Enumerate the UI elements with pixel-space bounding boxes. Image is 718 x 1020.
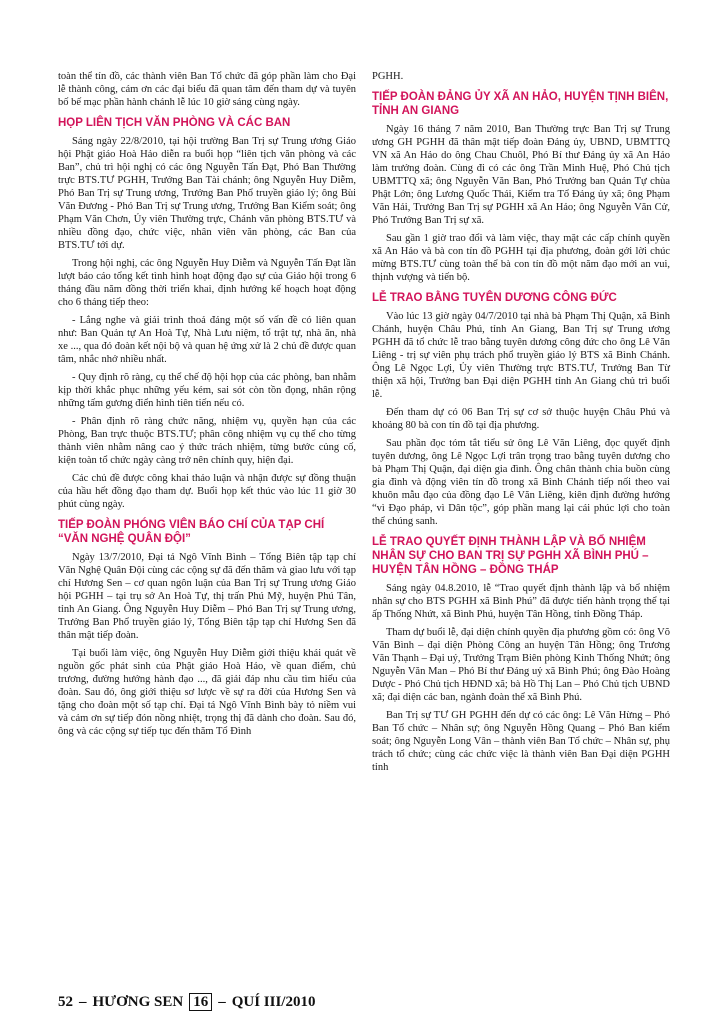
paragraph: - Phân định rõ ràng chức năng, nhiệm vụ, quyền hạn của các Phòng, Ban trực thuộc BTS.TƯ; phân công nhiệm vụ cụ thể cho từng thành viên nhằm nâng cao ý thức trách nhiệm, từng bước củng cố, kiện toàn tổ chức ngày càng trở nên chính quy, hiện đại.	[58, 416, 356, 466]
paragraph: Ban Trị sự TƯ GH PGHH đến dự có các ông: Lê Văn Hừng – Phó Ban Tổ chức – Nhân sự; ông Nguyễn Hồng Quang – Phó Ban kiểm soát; ông Nguyễn Long Vân – thành viên Ban Tổ chức – Nhân sự, phụ trách tổ chức; cùng các chức việc là thành viên Ban Đại diện PGHH tỉnh	[372, 710, 670, 773]
paragraph: Sau phần đọc tóm tắt tiểu sử ông Lê Văn Liêng, đọc quyết định tuyên dương, ông Lê Ngọc Lợi trân trọng trao bằng tuyên dương cho bà Phạm Thị Quận, đại diện gia đình. Ông chân thành chia buồn cùng gia đình và động viên tín đồ trong xã Bình Chánh tiếp nối theo vai khuôn mẫu đạo của đồng đạo Lê Văn Liêng, kiên định đường hướng “vì Đạo pháp, vì Dân tộc”, góp phần mang lại cái phúc lợi cho toàn thể chúng sanh.	[372, 438, 670, 527]
section-heading: LỄ TRAO QUYẾT ĐỊNH THÀNH LẬP VÀ BỔ NHIỆM NHÂN SỰ CHO BAN TRỊ SỰ PGHH XÃ BÌNH PHÚ – HUYỆN TÂN HỒNG – ĐỒNG THÁP	[372, 536, 649, 576]
footer-dash: –	[79, 993, 87, 1010]
paragraph: Sau gần 1 giờ trao đổi và làm việc, thay mặt các cấp chính quyền xã An Hảo và bà con tín đồ PGHH tại địa phương, đoàn gởi lời chúc mừng BTS.TƯ cùng toàn thể bà con tín đồ một năm đạo mới an vui, thịnh vượng và tiến bộ.	[372, 233, 670, 283]
paragraph: Sáng ngày 04.8.2010, lễ “Trao quyết định thành lập và bổ nhiệm nhân sự cho BTS PGHH xã Bình Phú” đã được tiến hành trọng thể tại ấp Thống Nhứt, xã Bình Phú, huyện Tân Hồng, tỉnh Đồng Tháp.	[372, 583, 670, 620]
section-heading: TIẾP ĐOÀN ĐẢNG ỦY XÃ AN HẢO, HUYỆN TỊNH BIÊN, TỈNH AN GIANG	[372, 91, 669, 117]
paragraph: toàn thể tín đồ, các thành viên Ban Tổ chức đã góp phần làm cho Đại lễ thành công, cám ơn các đại biểu đã quan tâm đến tham dự và tuyên bố bế mạc phần hành chánh lễ lúc 10 giờ sáng cùng ngày.	[58, 71, 356, 108]
paragraph: Ngày 16 tháng 7 năm 2010, Ban Thường trực Ban Trị sự Trung ương GH PGHH đã thân mật tiếp đoàn Đảng ủy, UBND, UBMTTQ VN xã An Hảo do ông Chau Chuôl, Phó Bí thư Đảng ủy xã An Hảo làm trưởng đoàn. Cùng đi có các ông Trần Minh Huệ, Phó Chủ tịch UBMTTQ xã; ông Nguyễn Văn Ban, Phó Trưởng ban Quản Tự chùa Phật Lớn; ông Lương Quốc Thái, Kiểm tra Tổ Đảng ủy xã; ông Phạm Văn Hải, Trưởng Ban Trị sự PGHH xã An Hảo; ông Nguyễn Văn Cử, Phó Trưởng Ban Trị sự xã.	[372, 124, 670, 226]
paragraph: Tham dự buổi lễ, đại diện chính quyền địa phương gồm có: ông Võ Văn Bình – đại diện Phòng Công an huyện Tân Hồng; ông Trương Văn Thạnh – Đại uý, Trưởng Trạm Biên phòng Kinh Thống Nhứt; ông Nguyễn Văn Man – Phó Bí thư Đảng uỷ xã Bình Phú; ông Đào Hoàng Dược - Phó Chủ tịch HĐND xã; bà Hồ Thị Lan – Phó Chủ tịch UBND xã; đại diện các ban, ngành đoàn thể xã Bình Phú.	[372, 627, 670, 703]
paragraph: - Quy định rõ ràng, cụ thể chế độ hội họp của các phòng, ban nhằm kịp thời khắc phục những yếu kém, sai sót còn tồn đọng, nhân rộng những tấm gương điển hình tiên tiến nếu có.	[58, 372, 356, 409]
right-column	[372, 70, 670, 779]
section-heading: HỌP LIÊN TỊCH VĂN PHÒNG VÀ CÁC BAN	[58, 117, 291, 129]
paragraph: PGHH.	[372, 71, 404, 82]
footer-dash: –	[218, 993, 226, 1010]
page-footer	[58, 993, 315, 1011]
section-heading: LỄ TRAO BẰNG TUYÊN DƯƠNG CÔNG ĐỨC	[372, 292, 617, 304]
paragraph: Đến tham dự có 06 Ban Trị sự cơ sở thuộc huyện Châu Phú và khoảng 80 bà con tín đồ tại địa phương.	[372, 407, 670, 431]
paragraph: Sáng ngày 22/8/2010, tại hội trường Ban Trị sự Trung ương Giáo hội Phật giáo Hoà Hảo diễn ra buổi họp “liên tịch văn phòng và các Ban”, chủ trì hội nghị có các ông Nguyễn Tấn Đạt, Phó Ban Thường trực BTS.TƯ PGHH, Trưởng Ban Tài chánh; ông Nguyễn Huy Diễm, Phó Ban Trị sự Trung ương, Trưởng Ban Phổ truyền giáo lý; ông Bùi Văn Đương - Phó Ban Trị sự Trung ương, Trưởng Ban Kiểm soát; ông Phạm Văn Chơn, Ủy viên Thường trực, Chánh văn phòng BTS.TƯ và nhiều đồng đạo, chức việc, nhân viên văn phòng, các Ban của BTS.TƯ tới dự.	[58, 136, 356, 251]
issue-number-box: 16	[189, 993, 212, 1011]
issue-quarter: QUÍ III/2010	[231, 993, 316, 1010]
magazine-name: HƯƠNG SEN	[92, 993, 184, 1010]
left-column	[58, 70, 356, 743]
paragraph: Trong hội nghị, các ông Nguyễn Huy Diễm và Nguyễn Tấn Đạt lần lượt báo cáo tổng kết tình hình hoạt động đạo sự của Giáo hội trong 6 tháng đầu năm đồng thời triển khai, định hướng kế hoạch hoạt động cho 6 tháng tiếp theo:	[58, 258, 356, 308]
paragraph: Ngày 13/7/2010, Đại tá Ngô Vĩnh Bình – Tổng Biên tập tạp chí Văn Nghệ Quân Đội cùng các cộng sự đã đến thăm và giao lưu với tạp chí Hương Sen – cơ quan ngôn luận của Ban Trị sự Trung ương Giáo hội PGHH – tại trụ sở An Hoà Tự, thị trấn Phú Mỹ, huyện Phú Tân, tỉnh An Giang. Ông Nguyễn Huy Diễm – Phó Ban Trị sự Trung ương, Trưởng Ban Phổ truyền giáo lý, Tổng Biên tập tạp chí Hương Sen đã thân mật tiếp đoàn.	[58, 552, 356, 641]
page-number: 52	[58, 993, 73, 1010]
section-heading: TIẾP ĐOÀN PHÓNG VIÊN BÁO CHÍ CỦA TẠP CHÍ “VĂN NGHỆ QUÂN ĐỘI”	[58, 519, 325, 545]
paragraph: Tại buổi làm việc, ông Nguyễn Huy Diễm giới thiệu khái quát về nguồn gốc phát sinh của Phật giáo Hoà Hảo, về quan điểm, chủ trương, đường hướng hành đạo ..., đã giải đáp nhu cầu tìm hiểu của đoàn. Sau đó, ông giới thiệu sơ lược về sự ra đời của Hương Sen và tặng cho đoàn một số tạp chí. Đại tá Ngô Vĩnh Bình bày tỏ niềm vui và cảm ơn sự tiếp đón nồng nhiệt, trọng thị đã dành cho đoàn. Sau đó, ông và các cộng sự tiếp tục đến thăm Tổ Đình	[58, 648, 356, 737]
paragraph: Các chủ đề được công khai thảo luận và nhận được sự đồng thuận của hầu hết đồng đạo tham dự. Buổi họp kết thúc vào lúc 11 giờ 30 phút cùng ngày.	[58, 473, 356, 510]
paragraph: - Lắng nghe và giải trình thoả đáng một số vấn đề có liên quan như: Ban Quản tự An Hoà Tự, Nhà Lưu niệm, tổ trật tự, nhà ăn, nhà xe ..., qua đó đoàn kết nội bộ và quan hệ ứng xử là 2 chủ đề được quan tâm, nhắc nhở nhiều nhất.	[58, 315, 356, 365]
paragraph: Vào lúc 13 giờ ngày 04/7/2010 tại nhà bà Phạm Thị Quận, xã Bình Chánh, huyện Châu Phú, tỉnh An Giang, Ban Trị sự Trung ương PGHH đã tổ chức lễ trao bằng tuyên dương công đức cho ông Lê Văn Liêng - trị sự viên phụ trách phổ truyền giáo lý BTS xã Bình Chánh. Ông Lê Ngọc Lợi, Ủy viên Thường trực BTS.TƯ, Trưởng Ban Từ thiện xã hội, Trưởng ban Đại diện PGHH tỉnh An Giang chủ trì buổi lễ.	[372, 311, 670, 400]
article-page	[58, 70, 670, 950]
